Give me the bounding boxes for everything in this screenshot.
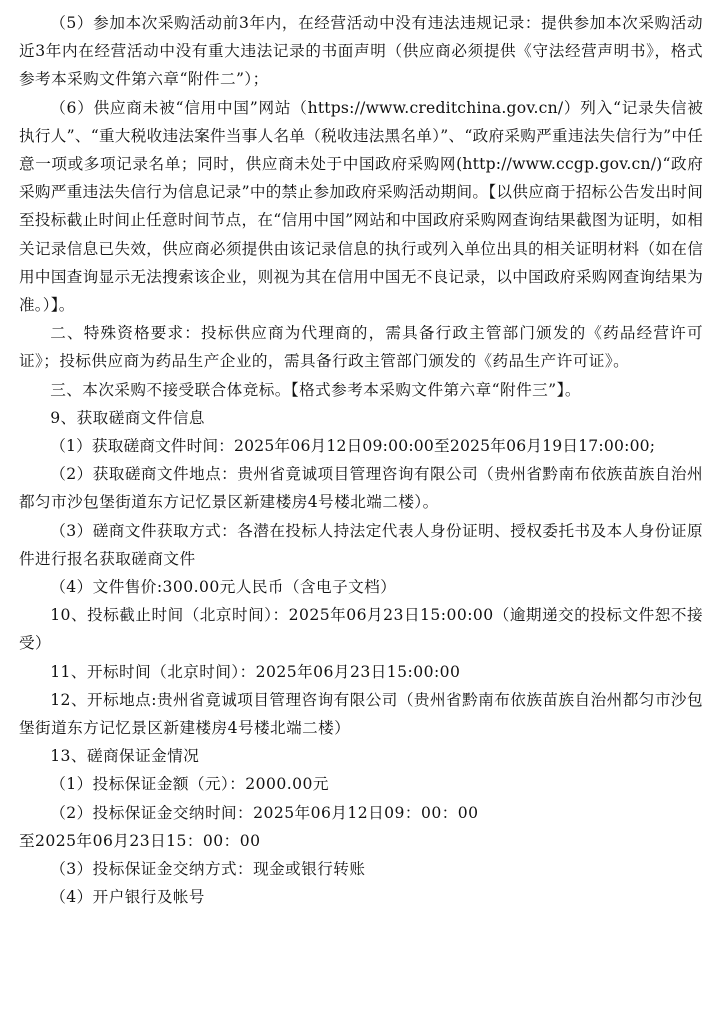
- paragraph-special-requirements: 二、特殊资格要求：投标供应商为代理商的，需具备行政主管部门颁发的《药品经营许可证》；投标供应商为药品生产企业的，需具备行政主管部门颁发的《药品生产许可证》。: [19, 324, 703, 371]
- paragraph-bid-deadline: 10、投标截止时间（北京时间）：2025年06月23日15:00:00（逾期递交的投标文件恕不接受）: [19, 606, 703, 653]
- paragraph-bond-payment-time-end: 至2025年06月23日15：00：00: [19, 831, 261, 850]
- heading-bond-info: 13、磋商保证金情况: [50, 747, 200, 766]
- paragraph-bond-amount: （1）投标保证金额（元）：2000.00元: [50, 775, 329, 794]
- paragraph-qualification-5: （5）参加本次采购活动前3年内，在经营活动中没有违法违规记录：提供参加本次采购活动近3年内在经营活动中没有重大违法记录的书面声明（供应商必须提供《守法经营声明书》，格式参考本采购文件第六章“附件二”）；: [19, 14, 703, 89]
- paragraph-opening-time: 11、开标时间（北京时间）：2025年06月23日15:00:00: [50, 662, 461, 681]
- paragraph-no-consortium: 三、本次采购不接受联合体竞标。【格式参考本采购文件第六章“附件三”】。: [50, 380, 581, 399]
- paragraph-qualification-6: （6）供应商未被“信用中国”网站（https://www.creditchina.gov.cn/）列入“记录失信被执行人”、“重大税收违法案件当事人名单（税收违法黑名单）”、“政府采购严重违法失信行为”中任意一项或多项记录名单；同时，供应商未处于中国政府采购网(http://www.ccgp.gov.cn/)“政府采购严重违法失信行为信息记录”中的禁止参加政府采购活动期间。【以供应商于招标公告发出时间至投标截止时间止任意时间节点，在“信用中国”网站和中国政府采购网查询结果截图为证明，如相关记录信息已失效，供应商必须提供由该记录信息的执行或列入单位出具的相关证明材料（如在信用中国查询显示无法搜索该企业，则视为其在信用中国无不良记录，以中国政府采购网查询结果为准。）】。: [19, 98, 703, 315]
- paragraph-obtain-location: （2）获取磋商文件地点：贵州省竟诚项目管理咨询有限公司（贵州省黔南布依族苗族自治州都匀市沙包堡街道东方记忆景区新建楼房4号楼北端二楼）。: [19, 465, 703, 512]
- paragraph-obtain-time: （1）获取磋商文件时间：2025年06月12日09:00:00至2025年06月19日17:00:00;: [50, 437, 656, 456]
- paragraph-bank-account: （4）开户银行及帐号: [50, 888, 205, 907]
- heading-obtain-documents: 9、获取磋商文件信息: [50, 408, 205, 427]
- paragraph-document-price: （4）文件售价:300.00元人民币（含电子文档）: [50, 578, 397, 597]
- paragraph-obtain-method: （3）磋商文件获取方式：各潜在投标人持法定代表人身份证明、授权委托书及本人身份证原件进行报名获取磋商文件: [19, 521, 703, 568]
- paragraph-bond-payment-time: （2）投标保证金交纳时间：2025年06月12日09：00：00: [50, 803, 479, 822]
- paragraph-bond-payment-method: （3）投标保证金交纳方式：现金或银行转账: [50, 860, 366, 879]
- paragraph-opening-location: 12、开标地点:贵州省竟诚项目管理咨询有限公司（贵州省黔南布依族苗族自治州都匀市沙包堡街道东方记忆景区新建楼房4号楼北端二楼）: [19, 690, 703, 738]
